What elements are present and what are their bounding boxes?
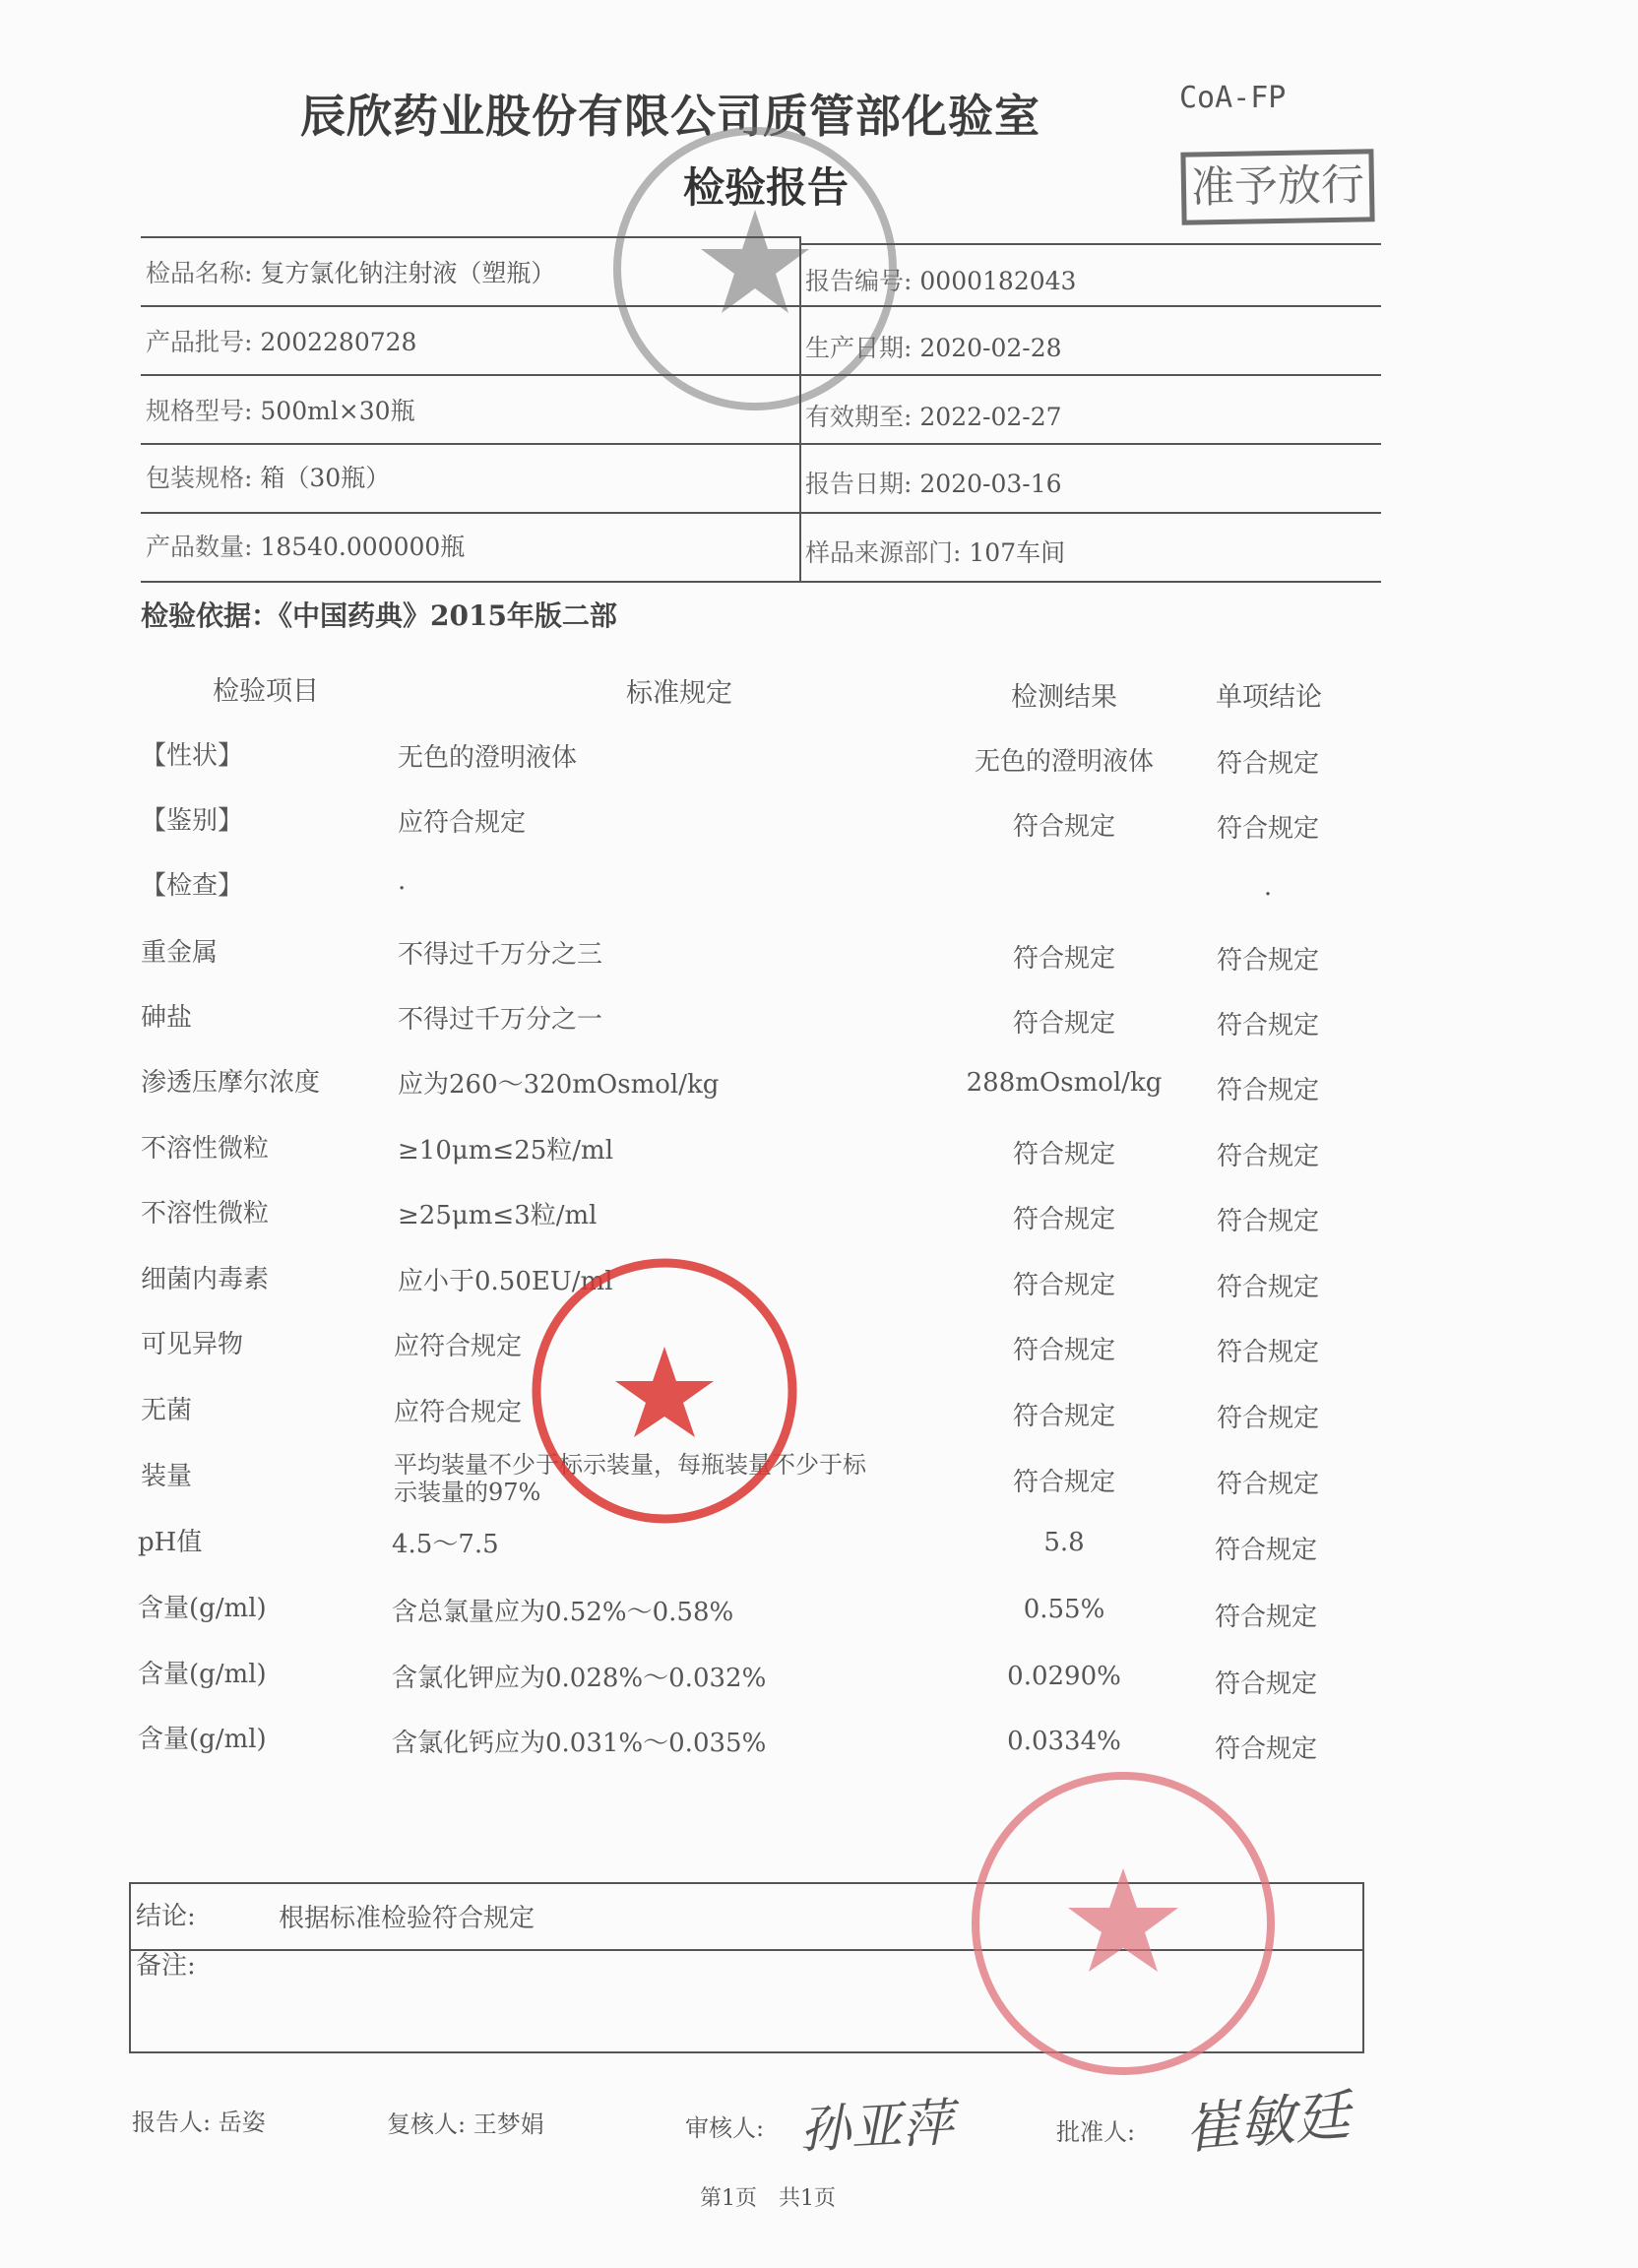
row-result: 0.0290%: [1007, 1662, 1121, 1691]
row-standard-line2: 示装量的97%: [394, 1479, 541, 1506]
row-standard: 应符合规定: [398, 808, 527, 838]
product-name-field: [146, 254, 555, 289]
row-conclusion: 符合规定: [1216, 1142, 1319, 1171]
conclusion-label: 结论:: [136, 1902, 196, 1931]
row-standard: 应符合规定: [394, 1332, 523, 1361]
report-title: 检验报告: [683, 163, 850, 212]
row-item: 无菌: [141, 1396, 193, 1425]
row-conclusion: .: [1263, 872, 1273, 902]
reviewer-name: 王梦娟: [472, 2110, 544, 2138]
row-result: 0.0334%: [1007, 1727, 1121, 1756]
expiry-date-label: 有效期至:: [805, 403, 913, 431]
reporter-name: 岳姿: [218, 2109, 266, 2136]
row-result: 符合规定: [1012, 944, 1115, 974]
row-item: pH值: [138, 1528, 203, 1557]
row-item: 含量(g/ml): [138, 1725, 267, 1754]
report-no-label: 报告编号:: [805, 267, 913, 295]
info-line-top: [141, 236, 800, 238]
report-date-label: 报告日期:: [805, 470, 913, 498]
row-standard: 应符合规定: [394, 1398, 523, 1427]
reporter-label: 报告人:: [132, 2109, 212, 2136]
row-item: 细菌内毒素: [141, 1265, 270, 1294]
sample-source-label: 样品来源部门:: [805, 538, 962, 567]
row-conclusion: 符合规定: [1216, 946, 1319, 976]
row-result: 符合规定: [1012, 1402, 1115, 1431]
sample-source-field: [805, 534, 1065, 569]
production-date-field: [805, 329, 1062, 364]
row-standard: 含氯化钾应为0.028%～0.032%: [392, 1664, 767, 1693]
row-item: 砷盐: [141, 1003, 193, 1033]
row-result: 符合规定: [1012, 812, 1115, 842]
release-stamp: 准予放行: [1180, 149, 1374, 224]
row-item: 【性状】: [141, 741, 244, 771]
row-result: 5.8: [1043, 1528, 1085, 1557]
report-date-value: 2020-03-16: [919, 470, 1062, 498]
product-name-value: 复方氯化钠注射液（塑瓶）: [260, 259, 556, 287]
row-result: 符合规定: [1012, 1336, 1115, 1365]
reviewer-label: 复核人:: [387, 2110, 467, 2138]
packing-label: 包装规格:: [146, 464, 253, 492]
row-standard: ≥10μm≤25粒/ml: [398, 1136, 614, 1166]
report-no-field: [805, 262, 1076, 297]
row-result: 0.55%: [1023, 1595, 1105, 1624]
row-standard: 无色的澄明液体: [398, 743, 578, 773]
product-name-label: 检品名称:: [146, 259, 253, 287]
form-code: CoA-FP: [1179, 81, 1287, 115]
packing-field: [146, 459, 390, 494]
box-line-right: [1362, 1882, 1364, 2053]
row-item: 重金属: [141, 938, 219, 968]
row-item: 渗透压摩尔浓度: [141, 1068, 321, 1098]
batch-no-value: 2002280728: [260, 328, 417, 356]
company-seal-red: [522, 1248, 807, 1534]
row-standard: 不得过千万分之一: [398, 1005, 603, 1035]
col-header-item: 检验项目: [213, 676, 319, 707]
row-result: 符合规定: [1012, 1140, 1115, 1169]
page-number: 第1页 共1页: [700, 2186, 836, 2211]
packing-value: 箱（30瓶）: [260, 464, 391, 492]
spec-label: 规格型号:: [146, 397, 253, 425]
row-standard: 含总氯量应为0.52%～0.58%: [392, 1598, 734, 1627]
quantity-label: 产品数量:: [146, 533, 253, 561]
row-standard: 应小于0.50EU/ml: [398, 1267, 613, 1296]
row-conclusion: 符合规定: [1214, 1603, 1317, 1632]
row-item: 含量(g/ml): [138, 1660, 267, 1689]
test-basis: 检验依据：《中国药典》2015年版二部: [141, 599, 617, 632]
row-result: 符合规定: [1012, 1468, 1115, 1497]
row-conclusion: 符合规定: [1216, 814, 1319, 844]
row-conclusion: 符合规定: [1216, 1273, 1319, 1302]
row-result: 288mOsmol/kg: [966, 1068, 1163, 1098]
info-line-3: [141, 443, 1381, 445]
col-header-standard: 标准规定: [626, 678, 732, 709]
row-conclusion: 符合规定: [1216, 749, 1319, 779]
row-result: 无色的澄明液体: [974, 747, 1154, 777]
row-standard: .: [398, 866, 407, 896]
col-header-conclusion: 单项结论: [1216, 682, 1322, 713]
report-date-field: [805, 465, 1062, 500]
expiry-date-value: 2022-02-27: [919, 403, 1062, 431]
batch-no-field: [146, 323, 416, 358]
info-line-1: [141, 305, 1381, 307]
auditor-signature: 孙亚萍: [797, 2093, 955, 2162]
spec-value: 500ml×30瓶: [260, 397, 415, 425]
quantity-field: [146, 528, 465, 563]
row-item: 装量: [141, 1462, 193, 1491]
row-conclusion: 符合规定: [1216, 1338, 1319, 1367]
row-conclusion: 符合规定: [1214, 1734, 1317, 1764]
spec-field: [146, 392, 415, 427]
row-conclusion: 符合规定: [1216, 1404, 1319, 1433]
remark-label: 备注:: [136, 1951, 196, 1981]
production-date-label: 生产日期:: [805, 334, 913, 362]
row-conclusion: 符合规定: [1216, 1076, 1319, 1105]
expiry-date-field: [805, 398, 1062, 433]
report-no-value: 0000182043: [919, 267, 1077, 295]
row-standard: 4.5～7.5: [392, 1530, 499, 1559]
reviewer-field: [387, 2105, 544, 2139]
row-result: 符合规定: [1012, 1205, 1115, 1234]
sample-source-value: 107车间: [969, 538, 1066, 567]
row-standard: ≥25μm≤3粒/ml: [398, 1201, 598, 1230]
quantity-value: 18540.000000瓶: [260, 533, 466, 561]
row-conclusion: 符合规定: [1216, 1207, 1319, 1236]
row-result: 符合规定: [1012, 1271, 1115, 1300]
info-line-bottom: [141, 581, 1381, 583]
report-seal-pink: [960, 1760, 1287, 2087]
auditor-label: 审核人:: [685, 2114, 765, 2142]
row-item: 不溶性微粒: [141, 1134, 270, 1164]
row-item: 含量(g/ml): [138, 1594, 267, 1623]
batch-no-label: 产品批号:: [146, 328, 253, 356]
row-conclusion: 符合规定: [1214, 1670, 1317, 1699]
row-item: 【检查】: [141, 871, 244, 901]
info-line-2: [141, 374, 1381, 376]
row-item: 可见异物: [141, 1330, 244, 1359]
row-standard: 平均装量不少于标示装量，每瓶装量不少于标: [394, 1451, 866, 1479]
approver-signature: 崔敏廷: [1181, 2083, 1353, 2163]
approver-label: 批准人:: [1056, 2118, 1136, 2146]
col-header-result: 检测结果: [1011, 682, 1117, 713]
row-standard: 应为260～320mOsmol/kg: [398, 1070, 720, 1100]
info-divider: [799, 236, 801, 583]
conclusion-text: 根据标准检验符合规定: [279, 1904, 536, 1933]
row-conclusion: 符合规定: [1214, 1536, 1317, 1565]
row-conclusion: 符合规定: [1216, 1011, 1319, 1040]
reporter-field: [132, 2103, 266, 2137]
company-name: 辰欣药业股份有限公司质管部化验室: [300, 90, 1040, 143]
row-result: 符合规定: [1012, 1009, 1115, 1039]
info-line-4: [141, 512, 1381, 514]
row-standard: 不得过千万分之三: [398, 940, 603, 970]
production-date-value: 2020-02-28: [919, 334, 1062, 362]
row-item: 【鉴别】: [141, 806, 244, 836]
box-line-left: [129, 1882, 131, 2053]
row-standard: 含氯化钙应为0.031%～0.035%: [392, 1729, 767, 1758]
info-line-top-right: [800, 243, 1381, 245]
row-item: 不溶性微粒: [141, 1199, 270, 1228]
row-conclusion: 符合规定: [1216, 1470, 1319, 1499]
